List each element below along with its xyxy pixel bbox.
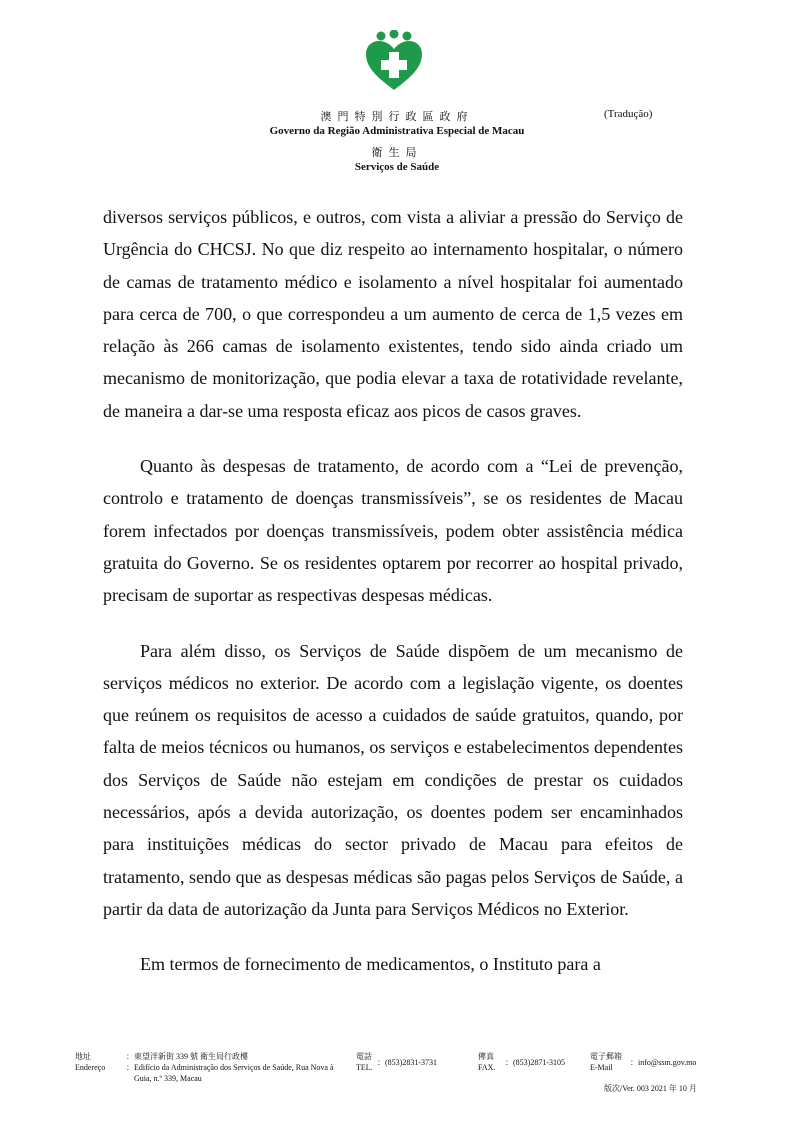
email-label: 電子郵箱 E-Mail	[590, 1052, 622, 1072]
government-name-chinese: 澳門特別行政區政府	[320, 111, 474, 123]
department-name-chinese: 衛生局	[371, 147, 423, 159]
email-value: ：info@ssm.gov.mo	[630, 1058, 697, 1067]
document-body	[103, 201, 683, 1004]
paragraph-external-medical-services: Para além disso, os Serviços de Saúde dispõem de um mecanismo de serviços médicos no exterior. De acordo com a legislação vigente, os doentes que reúnem os requisitos de acesso a cuidados de saúde gratuitos, quando, por falta de meios técnicos ou humanos, os serviços e estabelecimentos dependentes dos Serviços de Saúde não estejam em condições de prestar os cuidados necessários, após a devida autorização, os doentes podem ser encaminhados para instituições médicas do sector privado de Macau para efeitos de tratamento, sendo que as despesas médicas são pagas pelos Serviços de Saúde, a partir da data de autorização da Junta para Serviços Médicos no Exterior.	[103, 640, 683, 919]
letterhead	[0, 0, 794, 190]
translation-note: (Tradução)	[604, 108, 653, 120]
telephone-label: 電話 TEL.	[356, 1052, 373, 1072]
paragraph-continuation: diversos serviços públicos, e outros, com vista a aliviar a pressão do Serviço de Urgência do CHCSJ. No que diz respeito ao internamento hospitalar, o número de camas de tratamento médico e isolamento a nível hospitalar foi aumentado para cerca de 700, o que correspondeu a um aumento de cerca de 1,5 vezes em relação às 266 camas de isolamento existentes, tendo sido ainda criado um mecanismo de monitorização, que podia elevar a taxa de rotatividade revelante, de maneira a dar-se uma resposta eficaz aos picos de casos graves.	[103, 207, 683, 421]
government-name-portuguese: Governo da Região Administrativa Especial de Macau	[269, 125, 525, 137]
fax-label: 傳真 FAX.	[478, 1052, 496, 1072]
telephone-value: ：(853)2831-3731	[377, 1058, 437, 1067]
fax-value: ：(853)2871-3105	[505, 1058, 565, 1067]
address-label: 地址 Endereço	[75, 1052, 106, 1072]
address-value: ：東望洋新街 339 號 衛生局行政樓 ：Edifício da Administração dos Serviços de Saúde, Rua Nova à Guia, n.º 339, Macau	[126, 1052, 334, 1083]
paragraph-treatment-costs: Quanto às despesas de tratamento, de acordo com a “Lei de prevenção, controlo e tratamento de doenças transmissíveis”, se os residentes de Macau forem infectados por doenças transmissíveis, podem obter assistência médica gratuita do Governo. Se os residentes optarem por recorrer ao hospital privado, precisam de suportar as respectivas despesas médicas.	[103, 456, 683, 606]
version-stamp: 版次/Ver. 003 2021 年 10 月	[604, 1084, 697, 1093]
paragraph-medication-supply: Em termos de fornecimento de medicamentos, o Instituto para a	[140, 954, 601, 975]
health-bureau-logo-icon	[364, 30, 424, 92]
department-name-portuguese: Serviços de Saúde	[354, 161, 440, 173]
